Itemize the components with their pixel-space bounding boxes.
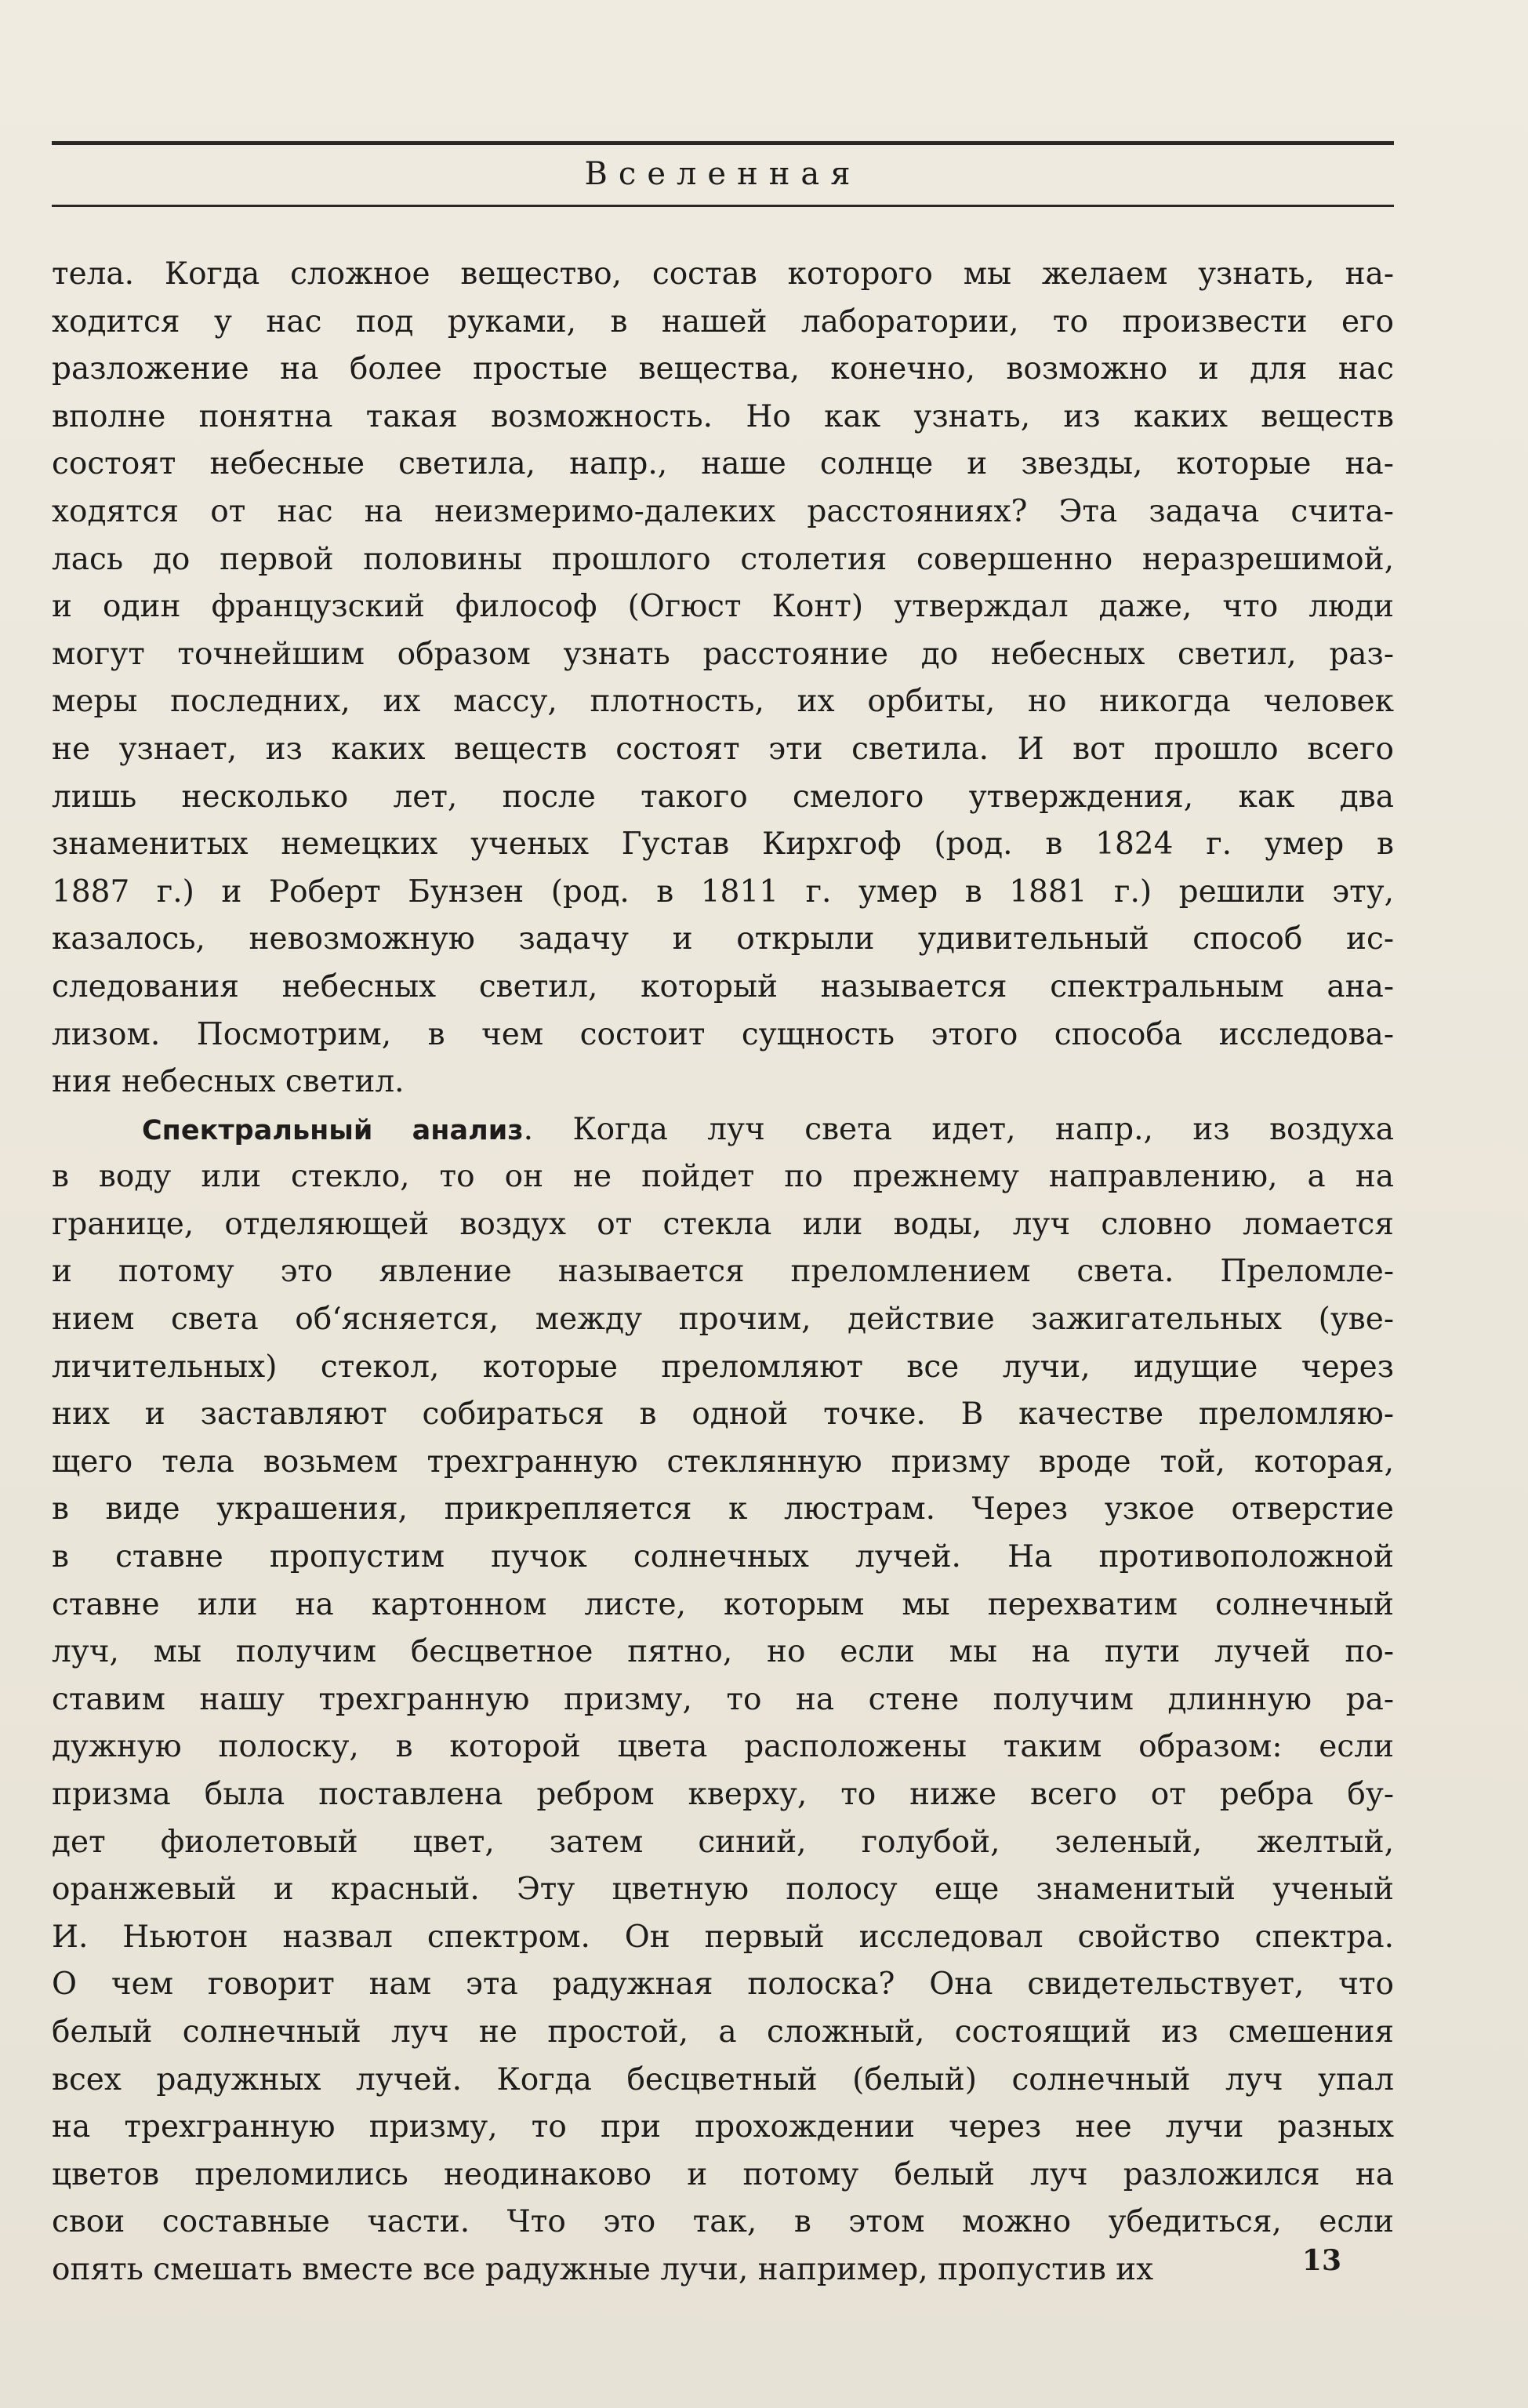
text-line: в воду или стекло, то он не пойдет по прежнему направлению, а на — [52, 1159, 1394, 1195]
text-line: ставне или на картонном листе, которым мы перехватим солнечный — [52, 1586, 1394, 1622]
text-line: на трехгранную призму, то при прохождении через нее лучи разных — [52, 2109, 1394, 2145]
paragraph-1 — [52, 251, 1394, 1106]
text-line: и потому это явление называется преломлением света. Преломле- — [52, 1254, 1394, 1290]
text-line: казалось, невозможную задачу и открыли удивительный способ ис- — [52, 921, 1394, 957]
text-line: 1887 г.) и Роберт Бунзен (род. в 1811 г. умер в 1881 г.) решили эту, — [52, 873, 1394, 910]
text-line: тела. Когда сложное вещество, состав которого мы желаем узнать, на- — [52, 256, 1394, 292]
text-line: ходится у нас под руками, в нашей лаборатории, то произвести его — [52, 303, 1394, 340]
text-line: вполне понятна такая возможность. Но как узнать, из каких веществ — [52, 398, 1394, 434]
text-line: границе, отделяющей воздух от стекла или воды, луч словно ломается — [52, 1206, 1394, 1242]
text-line: в ставне пропустим пучок солнечных лучей. На противоположной — [52, 1539, 1394, 1575]
text-line: ставим нашу трехгранную призму, то на стене получим длинную ра- — [52, 1681, 1394, 1717]
text-line: состоят небесные светила, напр., наше солнце и звезды, которые на- — [52, 446, 1394, 482]
text-line: всех радужных лучей. Когда бесцветный (белый) солнечный луч упал — [52, 2061, 1394, 2097]
text-line: разложение на более простые вещества, конечно, возможно и для нас — [52, 351, 1394, 387]
paragraph-2 — [52, 1106, 1394, 2294]
header-rule-top — [52, 141, 1394, 145]
section-heading-spectral-analysis: Спектральный анализ — [142, 1114, 524, 1146]
text-line: цветов преломились неодинаково и потому белый луч разложился на — [52, 2156, 1394, 2192]
header-rule-bottom — [52, 205, 1394, 207]
text-line: них и заставляют собираться в одной точке. В качестве преломляю- — [52, 1396, 1394, 1433]
page-number: 13 — [1301, 2244, 1341, 2277]
text-line: знаменитых немецких ученых Густав Кирхгоф (род. в 1824 г. умер в — [52, 826, 1394, 863]
text-line: не узнает, из каких веществ состоят эти светила. И вот прошло всего — [52, 731, 1394, 767]
text-line: призма была поставлена ребром кверху, то ниже всего от ребра бу- — [52, 1777, 1394, 1812]
text-line: следования небесных светил, который называется спектральным ана- — [52, 968, 1394, 1004]
text-line: опять смешать вместе все радужные лучи, например, пропустив их — [52, 2251, 1154, 2287]
text-line: И. Ньютон назвал спектром. Он первый исследовал свойство спектра. — [52, 1919, 1394, 1955]
text-line: в виде украшения, прикрепляется к люстрам. Через узкое отверстие — [52, 1491, 1394, 1527]
text-line: дужную полоску, в которой цвета расположены таким образом: если — [52, 1729, 1394, 1765]
text-line: лизом. Посмотрим, в чем состоит сущность этого способа исследова- — [52, 1016, 1394, 1052]
paragraph-2-first-line-text: . Когда луч света идет, напр., из воздуха — [523, 1111, 1394, 1147]
paragraph-2-first-line — [52, 1106, 1394, 1154]
text-line: личительных) стекол, которые преломляют все лучи, идущие через — [52, 1349, 1394, 1385]
text-line: свои составные части. Что это так, в этом можно убедиться, если — [52, 2204, 1394, 2240]
text-line: и один французский философ (Огюст Конт) утверждал даже, что люди — [52, 589, 1394, 625]
text-line: нием света об‘ясняется, между прочим, действие зажигательных (уве- — [52, 1302, 1394, 1338]
text-line: лась до первой половины прошлого столетия совершенно неразрешимой, — [52, 541, 1394, 577]
text-line: дет фиолетовый цвет, затем синий, голубой, зеленый, желтый, — [52, 1824, 1394, 1860]
text-line: меры последних, их массу, плотность, их орбиты, но никогда человек — [52, 684, 1394, 720]
text-line: О чем говорит нам эта радужная полоска? Она свидетельствует, что — [52, 1967, 1394, 2003]
text-line: оранжевый и красный. Эту цветную полосу еще знаменитый ученый — [52, 1872, 1394, 1908]
text-line: щего тела возьмем трехгранную стеклянную призму вроде той, которая, — [52, 1444, 1394, 1480]
text-line: лишь несколько лет, после такого смелого утверждения, как два — [52, 779, 1394, 815]
text-line: белый солнечный луч не простой, а сложный, состоящий из смешения — [52, 2014, 1394, 2050]
text-line: луч, мы получим бесцветное пятно, но если мы на пути лучей по- — [52, 1634, 1394, 1670]
running-head-title: Вселенная — [584, 156, 862, 192]
text-line: ходятся от нас на неизмеримо-далеких расстояниях? Эта задача счита- — [52, 493, 1394, 529]
text-line: ния небесных светил. — [52, 1064, 405, 1100]
text-line: могут точнейшим образом узнать расстояние до небесных светил, раз- — [52, 636, 1394, 672]
body-text — [52, 251, 1394, 2294]
